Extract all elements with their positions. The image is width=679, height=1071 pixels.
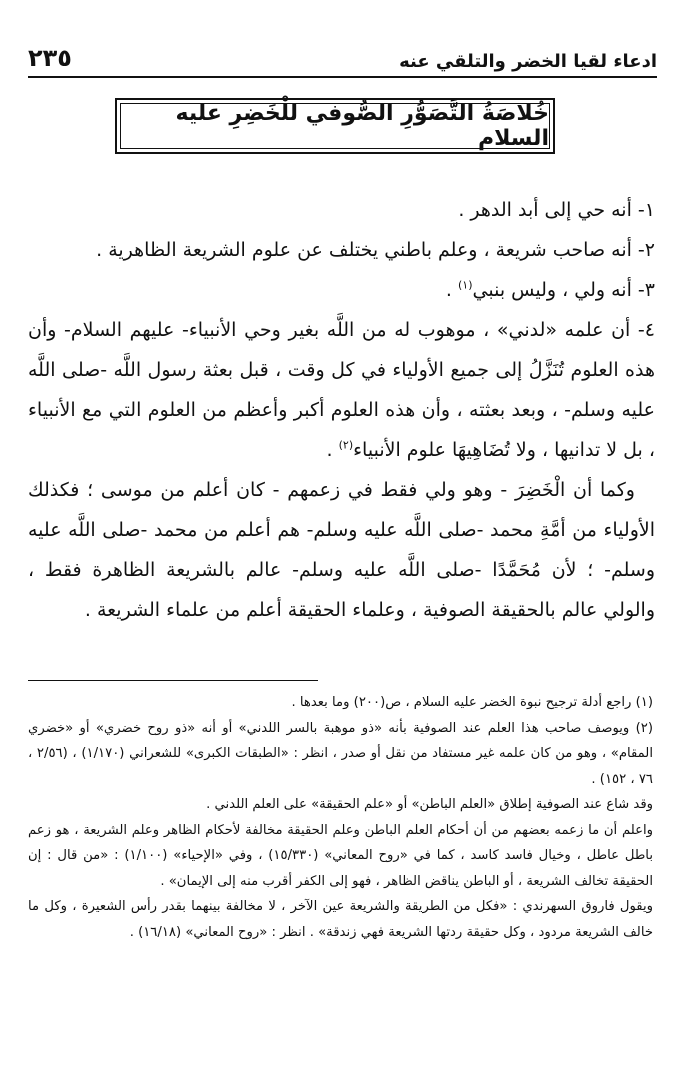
footnote-2-para-3: واعلم أن ما زعمه بعضهم من أن أحكام العلم الباطن وعلم الحقيقة مخالفة لأحكام الظاهر وعلم الشريعة ، هو زعم باطل عاطل ، وخيال فاسد كاسد ، كما في «روح المعاني» (١٥/٣٣٠) ، وفي «الإحياء» (١/١٠٠) : «من قال : إن الحقيقة تخالف الشريعة ، أو الباطن يناقض الظاهر ، فهو إلى الكفر أقرب منه إلى الإيمان» . [28,822,654,889]
footnote-2-para-4: ويقول فاروق السهرندي : «فكل من الطريقة والشريعة عين الآخر ، لا مخالفة بينهما بقدر رأس الشعيرة ، وكل ما خالف الشريعة مردود ، وكل حقيقة ردتها الشريعة فهي زندقة» . انظر : «روح المعاني» (١٦/١٨) . [28,899,653,940]
footnote-ref-1[interactable]: (١) [458,278,473,292]
point-3-end: . [445,279,458,301]
running-title: ادعاء لقيا الخضر والتلقي عنه [399,51,657,72]
page-number: ٢٣٥ [28,44,72,72]
page-header [28,36,657,78]
section-title-box [115,98,555,154]
point-4-end: . [326,439,339,461]
point-4-text: ٤- أن علمه «لدني» ، موهوب له من اللَّه بغير وحي الأنبياء- عليهم السلام- وأن هذه العلوم تُنَزَّلُ إلى جميع الأولياء في كل وقت ، قبل بعثة رسول اللَّه -صلى اللَّه عليه وسلم- ، وبعد بعثته ، وأن هذه العلوم أكبر وأعظم من العلوم التي مع الأنبياء ، بل لا تدانيها ، ولا تُضَاهِيهَا علوم الأنبياء [28,319,655,461]
footnote-ref-2[interactable]: (٢) [338,438,354,452]
footnote-2-para-2: وقد شاع عند الصوفية إطلاق «العلم الباطن» أو «علم الحقيقة» على العلم اللدني . [206,797,653,812]
point-2: ٢- أنه صاحب شريعة ، وعلم باطني يختلف عن علوم الشريعة الظاهرية . [96,239,655,261]
point-4 [28,310,655,470]
footnote-1: (١) راجع أدلة ترجيح نبوة الخضر عليه السلام ، ص(٢٠٠) وما بعدها . [291,695,653,710]
footnote-divider [28,680,318,681]
footnote-2: (٢) ويوصف صاحب هذا العلم عند الصوفية بأنه «ذو موهبة بالسر اللدني» أو أنه «ذو روح خضري» أو «خضري المقام» ، وهو من كان علمه غير مستفاد من نقل أو صدر ، انظر : «الطبقات الكبرى» للشعراني (١/١٧٠) ، (٢/٥٦ ، ٧٦ ، ١٥٢) . [28,720,653,787]
section-title: خُلاصَةُ التَّصَوُّرِ الصُّوفي للْخَضِرِ عليه السلام [120,103,550,149]
body-paragraph: وكما أن الْخَضِرَ - وهو ولي فقط في زعمهم - كان أعلم من موسى ؛ فكذلك الأولياء من أمَّةِ محمد -صلى اللَّه عليه وسلم- هم أعلم من محمد -صلى اللَّه عليه وسلم- ؛ لأن مُحَمَّدًا -صلى اللَّه عليه وسلم- عالم بالشريعة الظاهرة فقط ، والولي عالم بالحقيقة الصوفية ، وعلماء الحقيقة أعلم من علماء الشريعة . [28,479,655,621]
point-3-text: ٣- أنه ولي ، وليس بنبي [472,279,655,301]
footnotes [28,690,653,945]
point-1: ١- أنه حي إلى أبد الدهر . [458,199,655,221]
main-text [28,190,655,630]
point-3 [28,270,655,310]
